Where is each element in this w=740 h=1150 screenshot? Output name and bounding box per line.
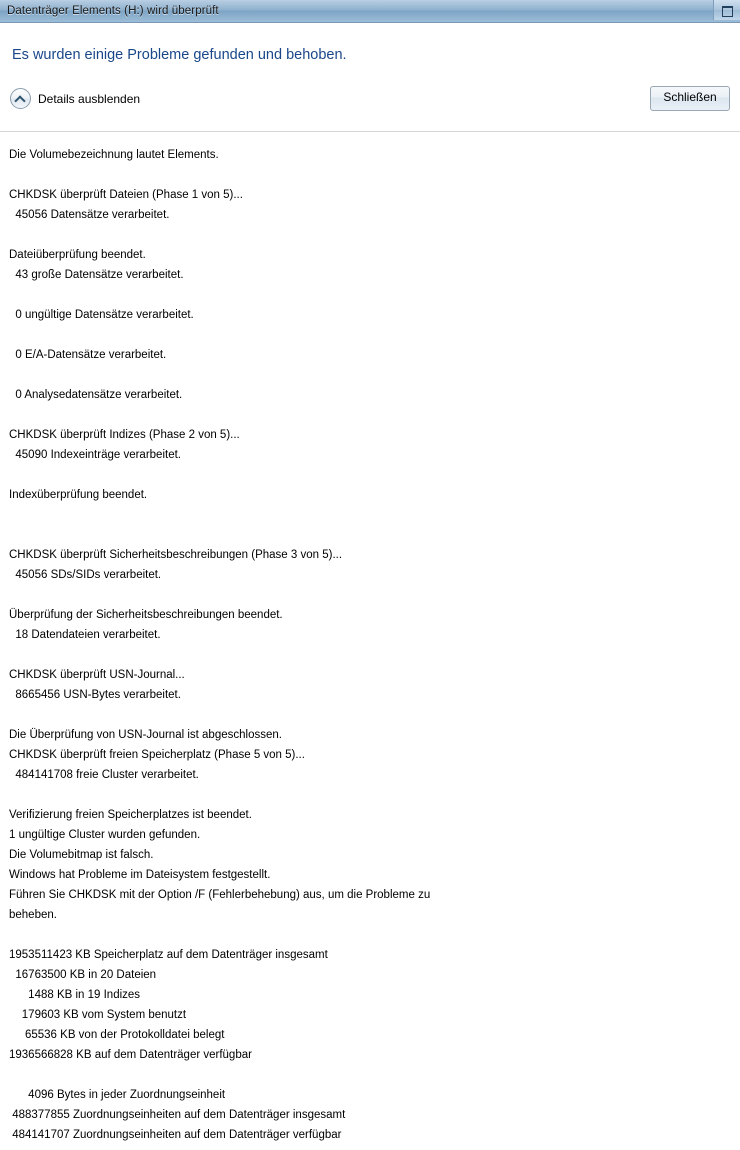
log-line xyxy=(9,470,740,490)
title-bar[interactable] xyxy=(0,0,740,23)
log-line xyxy=(9,1070,740,1090)
log-line: 43 große Datensätze verarbeitet. xyxy=(9,269,184,281)
page-title: Es wurden einige Probleme gefunden und behoben. xyxy=(12,47,347,63)
log-line: Überprüfung der Sicherheitsbeschreibungen beendet. xyxy=(9,609,283,621)
details-toggle-label: Details ausblenden xyxy=(38,91,141,106)
log-line xyxy=(9,790,740,810)
log-line: 65536 KB von der Protokolldatei belegt xyxy=(9,1029,225,1041)
details-toolbar xyxy=(0,88,740,122)
log-line xyxy=(9,650,740,670)
log-line: 45056 Datensätze verarbeitet. xyxy=(9,209,170,221)
log-line: 16763500 KB in 20 Dateien xyxy=(9,969,157,981)
log-line: 0 Analysedatensätze verarbeitet. xyxy=(9,389,183,401)
log-line: 8665456 USN-Bytes verarbeitet. xyxy=(9,689,181,701)
details-toggle[interactable] xyxy=(10,88,140,109)
log-line: 1488 KB in 19 Indizes xyxy=(9,989,141,1001)
chevron-up-icon xyxy=(10,88,31,109)
log-line: Dateiüberprüfung beendet. xyxy=(9,249,146,261)
log-line: 0 ungültige Datensätze verarbeitet. xyxy=(9,309,194,321)
log-line: beheben. xyxy=(9,909,57,921)
log-line: Führen Sie CHKDSK mit der Option /F (Fehlerbehebung) aus, um die Probleme zu xyxy=(9,889,431,901)
log-line: CHKDSK überprüft Sicherheitsbeschreibungen (Phase 3 von 5)... xyxy=(9,549,343,561)
log-line xyxy=(9,290,740,310)
log-line xyxy=(9,930,740,950)
log-line: 1 ungültige Cluster wurden gefunden. xyxy=(9,829,201,841)
restore-window-button[interactable] xyxy=(713,0,740,20)
log-line: CHKDSK überprüft Indizes (Phase 2 von 5)... xyxy=(9,429,240,441)
log-line: Indexüberprüfung beendet. xyxy=(9,489,148,501)
window-title: Datenträger Elements (H:) wird überprüft xyxy=(7,5,219,17)
window-controls xyxy=(713,0,740,22)
log-line xyxy=(9,230,740,250)
log-line: 0 E/A-Datensätze verarbeitet. xyxy=(9,349,167,361)
log-line: 484141707 Zuordnungseinheiten auf dem Datenträger verfügbar xyxy=(9,1129,342,1141)
log-line xyxy=(9,410,740,430)
log-line: CHKDSK überprüft USN-Journal... xyxy=(9,669,185,681)
log-line xyxy=(9,710,740,730)
log-line xyxy=(9,590,740,610)
log-line xyxy=(9,170,740,190)
log-line: Windows hat Probleme im Dateisystem festgestellt. xyxy=(9,869,271,881)
close-button[interactable]: Schließen xyxy=(650,86,730,111)
log-line: 18 Datendateien verarbeitet. xyxy=(9,629,161,641)
log-line xyxy=(9,530,740,550)
log-line: Verifizierung freien Speicherplatzes ist beendet. xyxy=(9,809,252,821)
log-line: 488377855 Zuordnungseinheiten auf dem Datenträger insgesamt xyxy=(9,1109,346,1121)
log-line: 179603 KB vom System benutzt xyxy=(9,1009,187,1021)
log-line: 4096 Bytes in jeder Zuordnungseinheit xyxy=(9,1089,226,1101)
chkdsk-log xyxy=(0,132,740,1150)
log-line: CHKDSK überprüft Dateien (Phase 1 von 5)... xyxy=(9,189,243,201)
log-line xyxy=(9,510,740,530)
log-line: 45056 SDs/SIDs verarbeitet. xyxy=(9,569,162,581)
log-line: 484141708 freie Cluster verarbeitet. xyxy=(9,769,199,781)
log-line: 1953511423 KB Speicherplatz auf dem Datenträger insgesamt xyxy=(9,949,328,961)
log-line xyxy=(9,370,740,390)
log-line: CHKDSK überprüft freien Speicherplatz (Phase 5 von 5)... xyxy=(9,749,305,761)
log-line: 45090 Indexeinträge verarbeitet. xyxy=(9,449,181,461)
log-line: 1936566828 KB auf dem Datenträger verfügbar xyxy=(9,1049,252,1061)
dialog-content xyxy=(0,23,740,1150)
log-line: Die Volumebezeichnung lautet Elements. xyxy=(9,149,219,161)
log-line: Die Überprüfung von USN-Journal ist abgeschlossen. xyxy=(9,729,282,741)
log-line xyxy=(9,330,740,350)
log-line: Die Volumebitmap ist falsch. xyxy=(9,849,154,861)
